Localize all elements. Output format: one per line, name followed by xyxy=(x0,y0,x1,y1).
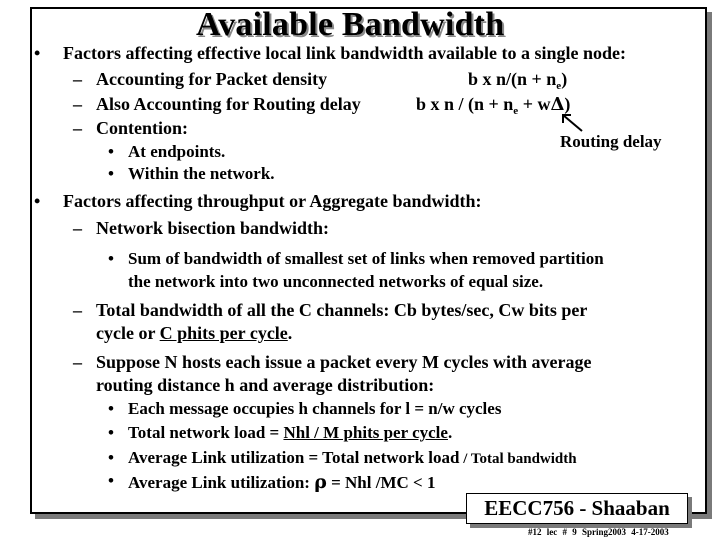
bullet-dot: • xyxy=(108,423,114,442)
bullet-dot: • xyxy=(108,471,114,490)
bullet-dot: • xyxy=(108,164,114,183)
bullet-dot: • xyxy=(108,142,114,161)
item-routing-delay: Also Accounting for Routing delay xyxy=(96,94,361,114)
item-bisection-bandwidth: Network bisection bandwidth: xyxy=(96,218,330,238)
dash-marker: – xyxy=(73,218,82,238)
bullet-local-link-factors: Factors affecting effective local link bandwidth available to a single node: xyxy=(63,43,626,63)
dash-marker: – xyxy=(73,118,82,138)
item-contention: Contention: xyxy=(96,118,189,138)
item-sum-bandwidth-line2: the network into two unconnected networks of equal size. xyxy=(128,272,544,291)
item-total-bandwidth-line2: cycle or C phits per cycle. xyxy=(96,323,293,343)
item-within-network: Within the network. xyxy=(128,164,275,183)
dash-marker: – xyxy=(73,300,82,320)
item-average-link-utilization-2: Average Link utilization: ρ = Nhl /MC < 1 xyxy=(128,471,436,493)
item-suppose-hosts-line1: Suppose N hosts each issue a packet every M cycles with average xyxy=(96,352,592,372)
slide-title: Available Bandwidth xyxy=(196,6,505,43)
item-packet-density: Accounting for Packet density xyxy=(96,69,328,89)
bullet-dot: • xyxy=(108,448,114,467)
bullet-dot: • xyxy=(34,191,41,211)
dash-marker: – xyxy=(73,69,82,89)
bullet-throughput-factors: Factors affecting throughput or Aggregate bandwidth: xyxy=(63,191,482,211)
arrow-icon xyxy=(560,112,586,134)
formula-routing-delay: b x $n / (n + n_e + w\Delta)$ xyxy=(416,94,571,117)
dash-marker: – xyxy=(73,94,82,114)
course-footer-box: EECC756 - Shaaban xyxy=(466,493,688,524)
bullet-dot: • xyxy=(34,43,41,63)
item-at-endpoints: At endpoints. xyxy=(128,142,226,161)
formula-packet-density: b x $n/(n + n_e)$ xyxy=(468,69,568,92)
bullet-dot: • xyxy=(108,249,114,268)
routing-delay-label: Routing delay xyxy=(560,132,662,151)
slide-meta-footer: #12 lec # 9 Spring2003 4-17-2003 xyxy=(528,527,669,537)
item-suppose-hosts-line2: routing distance h and average distribution: xyxy=(96,375,435,395)
item-total-bandwidth-line1: Total bandwidth of all the C channels: Cb bytes/sec, Cw bits per xyxy=(96,300,588,320)
item-total-network-load: Total network load = Nhl / M phits per cycle. xyxy=(128,423,453,442)
bullet-dot: • xyxy=(108,399,114,418)
item-message-occupies: Each message occupies h channels for l = n/w cycles xyxy=(128,399,502,418)
item-sum-bandwidth-line1: Sum of bandwidth of smallest set of links when removed partition xyxy=(128,249,604,268)
item-average-link-utilization-1: Average Link utilization = Total network load / Total bandwidth xyxy=(128,448,577,467)
dash-marker: – xyxy=(73,352,82,372)
